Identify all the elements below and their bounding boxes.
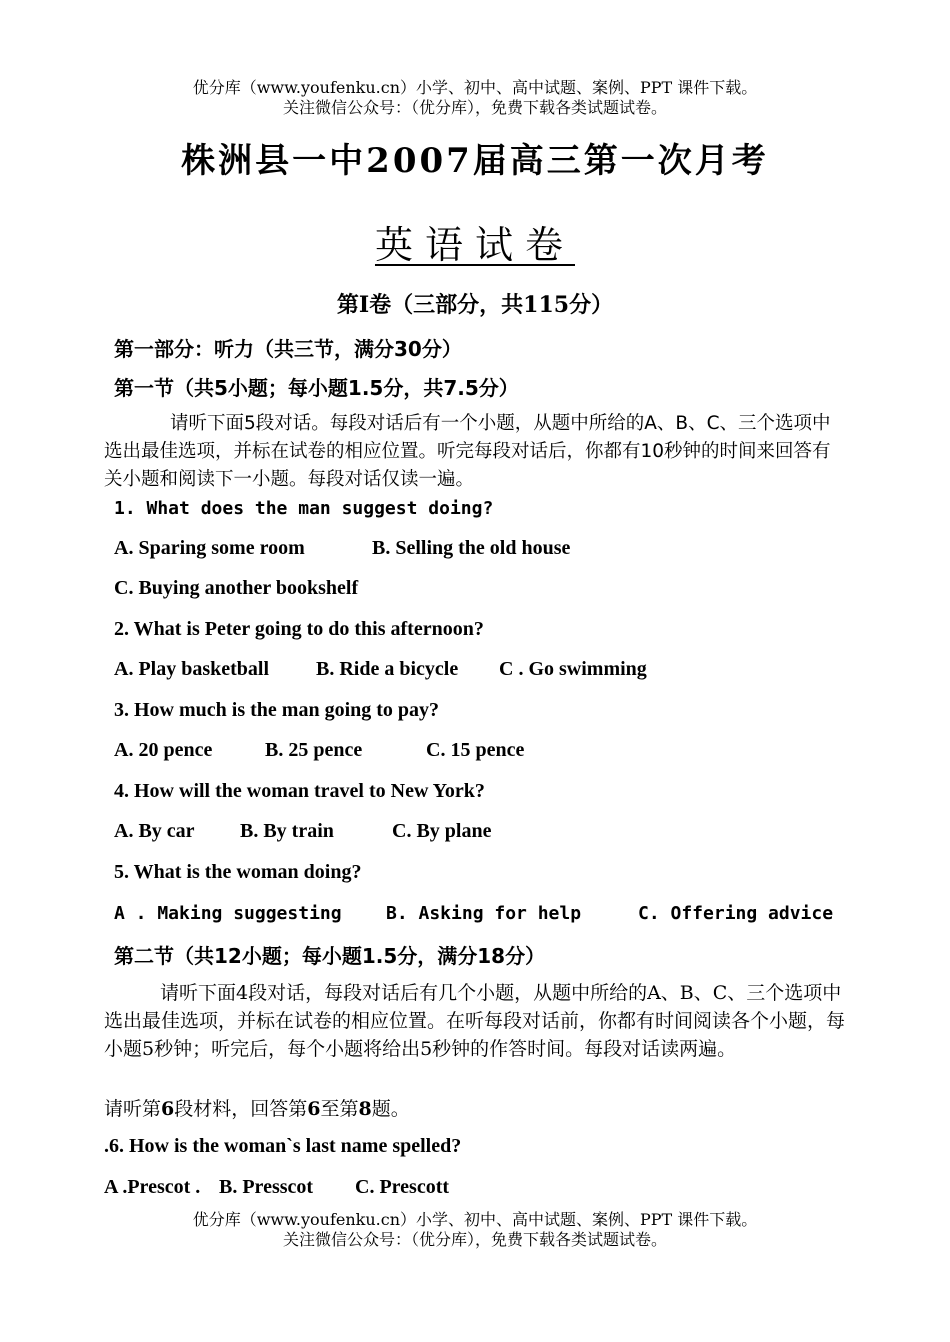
volume-heading: 第Ⅰ卷（三部分，共115分） (336, 292, 614, 318)
q6-option-a: A .Prescot . (104, 1176, 201, 1198)
section2-heading: 第二节（共12小题；每小题1.5分，满分18分） (114, 944, 546, 968)
q2-option-c: C . Go swimming (499, 658, 647, 680)
part1-heading: 第一部分：听力（共三节，满分30分） (114, 337, 462, 361)
q3-option-b: B. 25 pence (265, 739, 363, 761)
section2-instructions: 请听下面4段对话，每段对话后有几个小题，从题中所给的A、B、C、三个选项中选出最佳选项，并标在试卷的相应位置。在听每段对话前，你都有时间阅读各个小题，每小题5秒钟；听完后，每个小题将给出5秒钟的作答时间。每段对话读两遍。 (104, 982, 846, 1060)
q1-option-c: C. Buying another bookshelf (114, 577, 359, 599)
q6-option-c: C. Prescott (355, 1176, 450, 1198)
q6-option-b: B. Presscot (219, 1176, 314, 1198)
question-2: 2. What is Peter going to do this afternoon? (114, 618, 484, 640)
q5-option-b: B. Asking for help (386, 903, 582, 924)
q2-option-a: A. Play basketball (114, 658, 270, 680)
footer-line-1: 优分库（www.youfenku.cn）小学、初中、高中试题、案例、PPT 课件下载。 (192, 1210, 758, 1229)
header-line-2: 关注微信公众号：（优分库），免费下载各类试题试卷。 (282, 98, 667, 117)
material-pre: 请听第 (104, 1098, 162, 1120)
question-6: .6. How is the woman`s last name spelled? (104, 1135, 462, 1157)
footer-line-2: 关注微信公众号：（优分库），免费下载各类试题试卷。 (282, 1230, 667, 1249)
material-note (104, 1094, 410, 1121)
q4-option-a: A. By car (114, 820, 195, 842)
question-1: 1. What does the man suggest doing? (114, 498, 494, 519)
q5-option-c: C. Offering advice (638, 903, 834, 924)
q1-option-a: A. Sparing some room (114, 537, 305, 559)
material-n1: 6 (161, 1098, 175, 1120)
q5-option-a: A . Making suggesting (114, 903, 342, 924)
exam-title: 株洲县一中2007届高三第一次月考 (181, 141, 769, 181)
material-post: 题。 (371, 1098, 410, 1120)
section1-heading: 第一节（共5小题；每小题1.5分，共7.5分） (114, 376, 519, 400)
q1-option-b: B. Selling the old house (372, 537, 571, 559)
q3-option-a: A. 20 pence (114, 739, 213, 761)
material-n2: 6 (307, 1098, 321, 1120)
question-5: 5. What is the woman doing? (114, 861, 362, 883)
q4-option-b: B. By train (240, 820, 334, 842)
q3-option-c: C. 15 pence (426, 739, 525, 761)
question-4: 4. How will the woman travel to New York? (114, 780, 485, 802)
q2-option-b: B. Ride a bicycle (316, 658, 459, 680)
subtitle-text: 英语试卷 (374, 223, 575, 267)
exam-subtitle (0, 214, 950, 269)
section1-instructions: 请听下面5段对话。每段对话后有一个小题，从题中所给的A、B、C、三个选项中选出最佳选项，并标在试卷的相应位置。听完每段对话后，你都有10秒钟的时间来回答有关小题和阅读下一小题。每段对话仅读一遍。 (104, 413, 831, 490)
header-line-1: 优分库（www.youfenku.cn）小学、初中、高中试题、案例、PPT 课件下载。 (192, 78, 758, 97)
question-3: 3. How much is the man going to pay? (114, 699, 440, 721)
q4-option-c: C. By plane (392, 820, 492, 842)
material-mid2: 至第 (320, 1098, 359, 1120)
material-mid1: 段材料，回答第 (174, 1098, 308, 1120)
material-n3: 8 (358, 1098, 372, 1120)
